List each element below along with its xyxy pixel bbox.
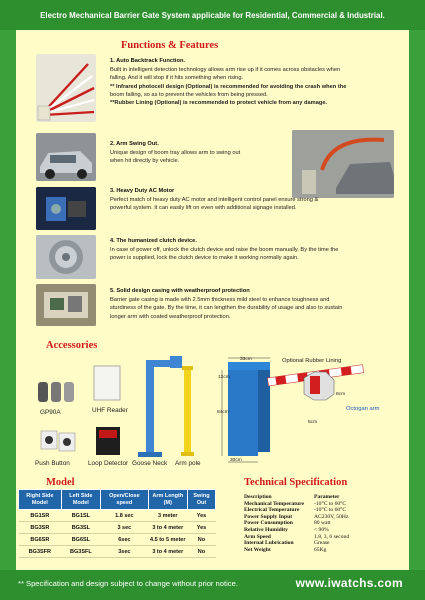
table-cell: BG1SL xyxy=(61,510,100,522)
table-cell: Yes xyxy=(187,522,215,534)
spec-row xyxy=(244,540,349,547)
feature-5 xyxy=(110,287,400,321)
disclaimer-note: ** Specification and design subject to change without prior notice. xyxy=(18,579,238,588)
table-row xyxy=(19,546,216,558)
table-cell: 3 to 4 meter xyxy=(148,522,187,534)
model-table-header xyxy=(19,490,216,510)
accessories-title: Accessories xyxy=(46,340,98,351)
loop-detector-image xyxy=(95,426,121,461)
table-cell: BG3SFR xyxy=(19,546,62,558)
feature-3-line: powerful system. It can easily lift on even with additional signage installed. xyxy=(110,205,297,212)
feature-4-line: In case of power off, unlock the clutch device and raise the boom manually. By the time the xyxy=(110,247,339,254)
spec-row xyxy=(244,520,349,527)
spec-value: 80 watt xyxy=(314,520,331,527)
col-swing-out: Swing Out xyxy=(187,490,215,510)
feature-3-line: Perfect match of heavy duty AC motor and intelligent control panel ensure strong & xyxy=(110,197,319,204)
spec-value: -10°C to 60°C xyxy=(314,500,347,507)
table-cell: BG3SL xyxy=(61,522,100,534)
spec-row xyxy=(244,547,349,554)
feature-1-line: ** Infrared photocell design (Optional) is recommended for avoiding the crash when the xyxy=(110,83,347,90)
spec-value: 1.8, 3, 6 second xyxy=(314,533,350,540)
table-cell: 3 to 4 meter xyxy=(148,546,187,558)
accessory-label: Goose Neck xyxy=(132,460,168,467)
dim-5: 5cm xyxy=(308,420,318,425)
model-table xyxy=(18,489,216,558)
gate-dimension-diagram xyxy=(206,352,402,473)
spec-value: Grease xyxy=(314,540,330,547)
page-footer xyxy=(0,570,425,600)
feature-4-line: power is supplied, lock the clutch device to make it working normally again. xyxy=(110,255,299,262)
table-cell: 4.5 to 5 meter xyxy=(148,534,187,546)
octagon-arm-label: Octogan arm xyxy=(346,406,380,412)
push-button-image xyxy=(40,428,76,459)
table-cell: Yes xyxy=(187,510,215,522)
feature-5-line: Barrier gate casing is made with 2.5mm thickness mild steel to enhance toughness and xyxy=(110,297,330,304)
feature-1-line: falling. And it will stop if it hits something when rising. xyxy=(110,75,244,82)
feature-5-title: 5. Solid design casing with weatherproof protection xyxy=(110,288,250,294)
table-cell: BG3SR xyxy=(19,522,62,534)
accessory-label: Arm pole xyxy=(175,460,201,467)
spec-key: Power Supply Input xyxy=(244,513,293,520)
spec-key: Relative Humidity xyxy=(244,526,288,533)
spec-value: AC230V, 50Hz xyxy=(314,513,349,520)
spec-head-description: Description xyxy=(244,494,272,500)
table-row xyxy=(19,522,216,534)
feature-1-title: 1. Auto Backtrack Function. xyxy=(110,58,186,64)
page-header xyxy=(0,0,425,30)
functions-title: Functions & Features xyxy=(121,40,219,51)
col-arm-length: Arm Length (M) xyxy=(148,490,187,510)
col-right-side: Right Side Model xyxy=(19,490,62,510)
spec-key: Mechanical Temperature xyxy=(244,500,305,507)
spec-row xyxy=(244,507,349,514)
feature-2 xyxy=(110,140,290,166)
gp90a-image xyxy=(36,380,76,409)
spec-row xyxy=(244,534,349,541)
dim-8: 8cm xyxy=(336,392,346,397)
table-cell: BG3SFL xyxy=(61,546,100,558)
table-cell: BG6SL xyxy=(61,534,100,546)
feature-4-title: 4. The humanized clutch device. xyxy=(110,238,197,244)
table-cell: No xyxy=(187,534,215,546)
spec-value: < 90% xyxy=(314,526,329,533)
backtrack-photo xyxy=(36,54,96,122)
uhf-reader-image xyxy=(92,364,122,407)
table-cell: 6sec xyxy=(101,534,149,546)
arm-pole-image xyxy=(178,364,198,463)
spec-key: Electrical Temperature xyxy=(244,507,300,514)
website-link[interactable]: www.iwatchs.com xyxy=(295,576,403,590)
feature-1-line: Built in intelligent detection technology allows arm rise up if it comes across obstacles when xyxy=(110,67,341,74)
tech-spec-list xyxy=(244,494,349,553)
feature-1-line: boom falling, so as to prevent the vehicles from being pressed. xyxy=(110,91,268,98)
accessory-label: Loop Detector xyxy=(88,460,129,467)
feature-5-line: sturdiness of the gate. By the time, it can lengthen the durability of usage and also to sustain xyxy=(110,305,343,312)
feature-1-line: **Rubber Lining (Optional) is recommended to protect vehicle from any damage. xyxy=(110,100,328,107)
clutch-photo xyxy=(36,235,96,279)
rubber-lining-label: Optional Rubber Lining xyxy=(282,358,342,364)
table-cell: No xyxy=(187,546,215,558)
spec-row xyxy=(244,514,349,521)
dim-12: 12cm xyxy=(218,375,230,380)
feature-4 xyxy=(110,237,400,263)
table-cell: 3sec xyxy=(101,546,149,558)
motor-photo xyxy=(36,187,96,230)
spec-key: Power Consumption xyxy=(244,520,293,527)
spec-head-parameter: Parameter xyxy=(314,494,340,500)
spec-value: -10°C to 60°C xyxy=(314,507,347,514)
table-cell: 1.8 sec xyxy=(101,510,149,522)
table-cell: BG6SR xyxy=(19,534,62,546)
feature-3 xyxy=(110,187,400,213)
table-row xyxy=(19,510,216,522)
header-title: Electro Mechanical Barrier Gate System applicable for Residential, Commercial & Industrial. xyxy=(40,10,385,20)
dim-33: 33cm xyxy=(240,357,252,362)
tech-spec-title: Technical Specification xyxy=(244,477,348,488)
table-cell: 3 meter xyxy=(148,510,187,522)
feature-2-line: Unique design of boom tray allows arm to swing out xyxy=(110,150,241,157)
goose-neck-image xyxy=(126,352,186,463)
feature-3-title: 3. Heavy Duty AC Motor xyxy=(110,188,175,194)
spec-head-row xyxy=(244,494,349,501)
accessory-label: Push Button xyxy=(35,460,70,467)
table-cell: BG1SR xyxy=(19,510,62,522)
feature-1 xyxy=(110,57,400,107)
feature-2-line: when hit directly by vehicle. xyxy=(110,158,180,165)
spec-key: Net Weight xyxy=(244,546,271,553)
spec-key: Internal Lubrication xyxy=(244,540,294,547)
spec-row xyxy=(244,527,349,534)
casing-photo xyxy=(36,284,96,326)
col-speed: Open/Close speed xyxy=(101,490,149,510)
dim-30: 30cm xyxy=(230,458,242,463)
col-left-side: Left Side Model xyxy=(61,490,100,510)
spec-value: 65Kg xyxy=(314,546,327,553)
table-cell: 3 sec xyxy=(101,522,149,534)
swing-out-photo xyxy=(36,133,96,181)
accessory-label: UHF Reader xyxy=(92,407,128,414)
feature-5-line: longer arm with coated weatherproof protection. xyxy=(110,313,231,320)
table-row xyxy=(19,534,216,546)
dim-84: 84cm xyxy=(217,410,229,415)
spec-key: Arm Speed xyxy=(244,533,271,540)
model-title: Model xyxy=(46,477,75,488)
accessory-label: GP90A xyxy=(40,409,61,416)
feature-2-title: 2. Arm Swing Out. xyxy=(110,141,159,147)
